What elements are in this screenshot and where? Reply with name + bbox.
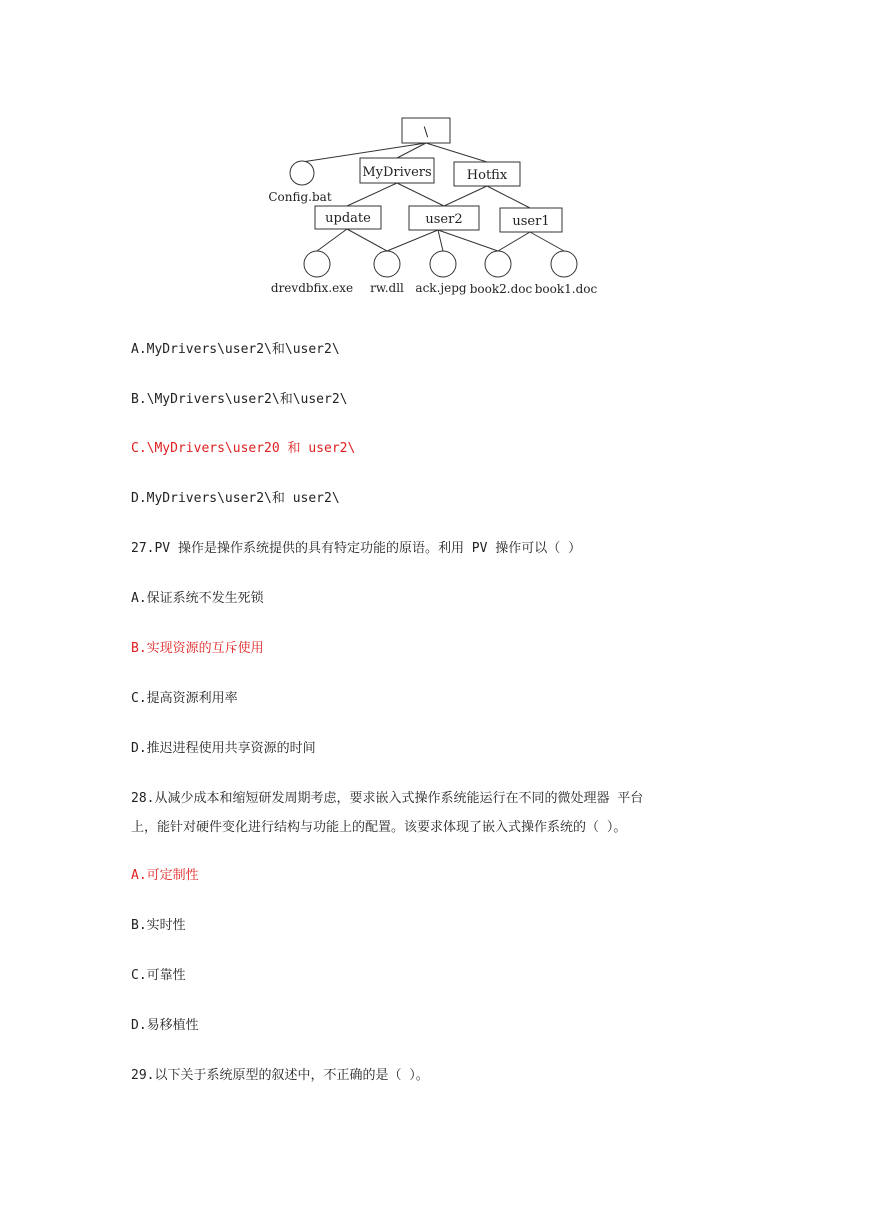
directory-tree-diagram [262,110,607,305]
tree-root-label: \ [423,125,429,140]
tree-book2-label: book2.doc [469,282,533,296]
q29-question: 29.以下关于系统原型的叙述中，不正确的是（ ）。 [131,1068,429,1083]
tree-book1-label: book1.doc [534,282,598,296]
q27-option-d: D.推迟进程使用共享资源的时间 [131,741,316,756]
q28-question-line-2: 上，能针对硬件变化进行结构与功能上的配置。该要求体现了嵌入式操作系统的（ ）。 [131,820,627,835]
q28-option-b: B.实时性 [131,918,186,933]
q26-option-c-answer: C.\MyDrivers\user20 和 user2\ [131,441,356,456]
q28-option-a-answer: A.可定制性 [131,868,199,883]
tree-user1-label: user1 [512,214,550,229]
q26-option-b: B.\MyDrivers\user2\和\user2\ [131,392,348,407]
tree-config-node [290,161,314,185]
tree-rwdll-node [374,251,400,277]
tree-hotfix-label: Hotfix [466,168,508,183]
tree-config-label: Config.bat [268,190,332,204]
directory-tree-svg [262,110,607,305]
tree-ackjepg-node [430,251,456,277]
tree-ackjepg-label: ack.jepg [415,281,467,295]
q27-question: 27.PV 操作是操作系统提供的具有特定功能的原语。利用 PV 操作可以（ ） [131,541,582,556]
tree-update-label: update [325,211,371,226]
q26-option-a: A.MyDrivers\user2\和\user2\ [131,342,340,357]
tree-mydrivers-label: MyDrivers [362,165,432,180]
q27-option-c: C.提高资源利用率 [131,691,238,706]
tree-rwdll-label: rw.dll [370,281,404,295]
q28-option-d: D.易移植性 [131,1018,199,1033]
q27-option-b-answer: B.实现资源的互斥使用 [131,641,264,656]
tree-book2-node [485,251,511,277]
tree-user2-label: user2 [425,212,463,227]
q28-question-line-1: 28.从减少成本和缩短研发周期考虑，要求嵌入式操作系统能运行在不同的微处理器 平台 [131,791,644,806]
tree-book1-node [551,251,577,277]
q26-option-d: D.MyDrivers\user2\和 user2\ [131,491,340,506]
tree-drevdbfix-node [304,251,330,277]
q27-option-a: A.保证系统不发生死锁 [131,591,264,606]
q28-option-c: C.可靠性 [131,968,186,983]
tree-drevdbfix-label: drevdbfix.exe [270,281,354,295]
